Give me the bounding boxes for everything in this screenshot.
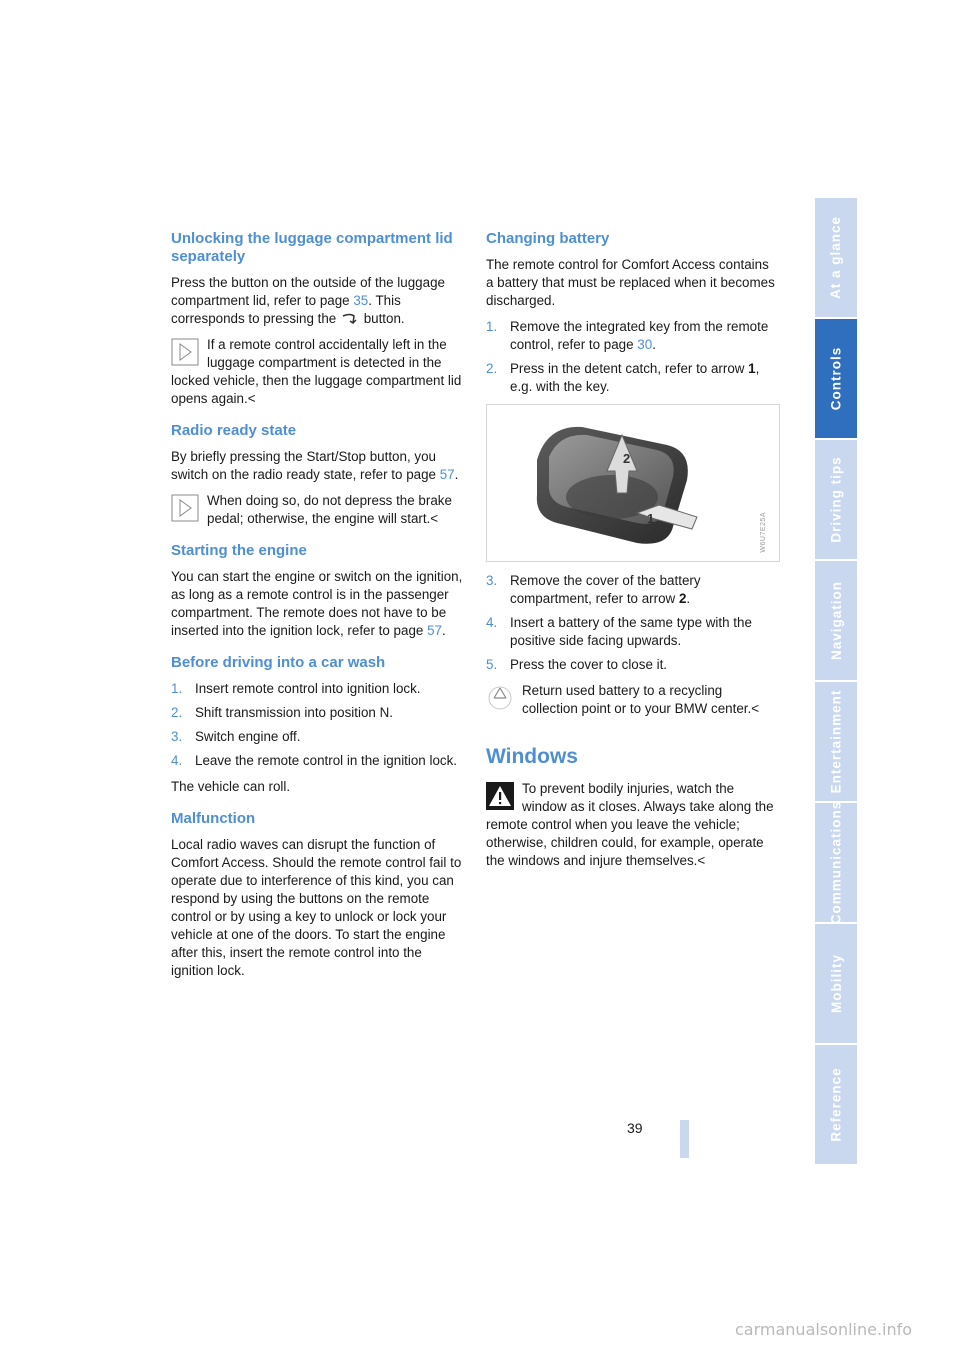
paragraph: By briefly pressing the Start/Stop button, you switch on the radio ready state, refer to page 57. <box>171 449 459 482</box>
recycle-note: Return used battery to a recycling collection point or to your BMW center.< <box>486 682 778 718</box>
note: When doing so, do not depress the brake pedal; otherwise, the engine will start.< <box>171 492 463 528</box>
step-list <box>171 680 463 770</box>
section-title: Radio ready state <box>171 422 297 439</box>
paragraph: Press the button on the outside of the luggage compartment lid, refer to page 35. This corresponds to pressing the button. <box>171 275 445 326</box>
tab-driving-tips[interactable]: Driving tips <box>815 440 857 559</box>
section-title: Malfunction <box>171 810 256 827</box>
tab-entertainment[interactable]: Entertainment <box>815 682 857 801</box>
tab-communications[interactable]: Communications <box>815 803 857 922</box>
remote-control-drawing <box>487 405 779 561</box>
list-item: 5. Press the cover to close it. <box>486 657 668 672</box>
trunk-button-icon <box>340 312 360 326</box>
list-item: 2. Press in the detent catch, refer to arrow 1, e.g. with the key. <box>486 361 760 394</box>
arrow-label-1: 1 <box>647 511 655 526</box>
chapter-tabs <box>815 198 857 1166</box>
list-item: 4. Insert a battery of the same type with the positive side facing upwards. <box>486 615 752 648</box>
remote-control-illustration <box>486 404 780 562</box>
section-radio-ready <box>171 422 463 528</box>
section-starting-engine <box>171 542 463 640</box>
warning-note: To prevent bodily injuries, watch the window as it closes. Always take along the remote control when you leave the vehicle; otherwise, children could, for example, operate the windows and injure themselves.< <box>486 781 774 868</box>
page-number-bar <box>680 1120 689 1158</box>
recycle-icon <box>486 684 514 712</box>
tab-controls[interactable]: Controls <box>815 319 857 438</box>
paragraph: The remote control for Comfort Access contains a battery that must be replaced when it becomes discharged. <box>486 257 775 308</box>
page-link[interactable]: 30 <box>637 337 653 352</box>
left-column <box>171 230 463 994</box>
step-list <box>486 318 778 396</box>
section-luggage-lid <box>171 230 463 408</box>
tab-reference[interactable]: Reference <box>815 1045 857 1164</box>
list-item: 2. Shift transmission into position N. <box>171 705 393 720</box>
page-link[interactable]: 35 <box>353 293 369 308</box>
note: If a remote control accidentally left in the luggage compartment is detected in the locked vehicle, then the luggage compartment lid opens again.< <box>171 337 462 406</box>
section-title: Changing battery <box>486 230 610 247</box>
right-column <box>486 230 778 884</box>
note-arrow-icon <box>171 338 199 366</box>
tab-at-a-glance[interactable]: At a glance <box>815 198 857 317</box>
section-title: Starting the engine <box>171 542 307 559</box>
section-malfunction <box>171 810 463 980</box>
list-item: 4. Leave the remote control in the ignition lock. <box>171 753 458 768</box>
figure-code: W6U7E25A <box>760 512 767 553</box>
list-item: 1. Remove the integrated key from the remote control, refer to page 30. <box>486 319 769 352</box>
tab-mobility[interactable]: Mobility <box>815 924 857 1043</box>
note-arrow-icon <box>171 494 199 522</box>
section-title: Before driving into a car wash <box>171 654 386 671</box>
step-list <box>486 572 778 674</box>
section-windows <box>486 744 778 870</box>
paragraph: Local radio waves can disrupt the function of Comfort Access. Should the remote control fail to operate due to interference of this kind, you can respond by using the buttons on the remote control or by using a key to unlock or lock your vehicle at one of the doors. To start the engine after this, insert the remote control into the ignition lock. <box>171 837 462 978</box>
list-item: 3. Remove the cover of the battery compartment, refer to arrow 2. <box>486 573 701 606</box>
warning-icon <box>486 782 514 810</box>
page-link[interactable]: 57 <box>427 623 442 638</box>
arrow-label-2: 2 <box>623 451 631 466</box>
section-car-wash <box>171 654 463 796</box>
paragraph: The vehicle can roll. <box>171 779 291 794</box>
watermark: carmanualsonline.info <box>735 1320 913 1339</box>
list-item: 3. Switch engine off. <box>171 729 301 744</box>
list-item: 1. Insert remote control into ignition lock. <box>171 681 421 696</box>
section-changing-battery <box>486 230 778 718</box>
tab-navigation[interactable]: Navigation <box>815 561 857 680</box>
section-title: Unlocking the luggage compartment lid separately <box>171 230 453 265</box>
page-link[interactable]: 57 <box>439 467 455 482</box>
chapter-title: Windows <box>486 745 578 768</box>
paragraph: You can start the engine or switch on the ignition, as long as a remote control is in the passenger compartment. The remote does not have to be inserted into the ignition lock, refer to page 57. <box>171 569 463 638</box>
page-number: 39 <box>627 1120 643 1136</box>
